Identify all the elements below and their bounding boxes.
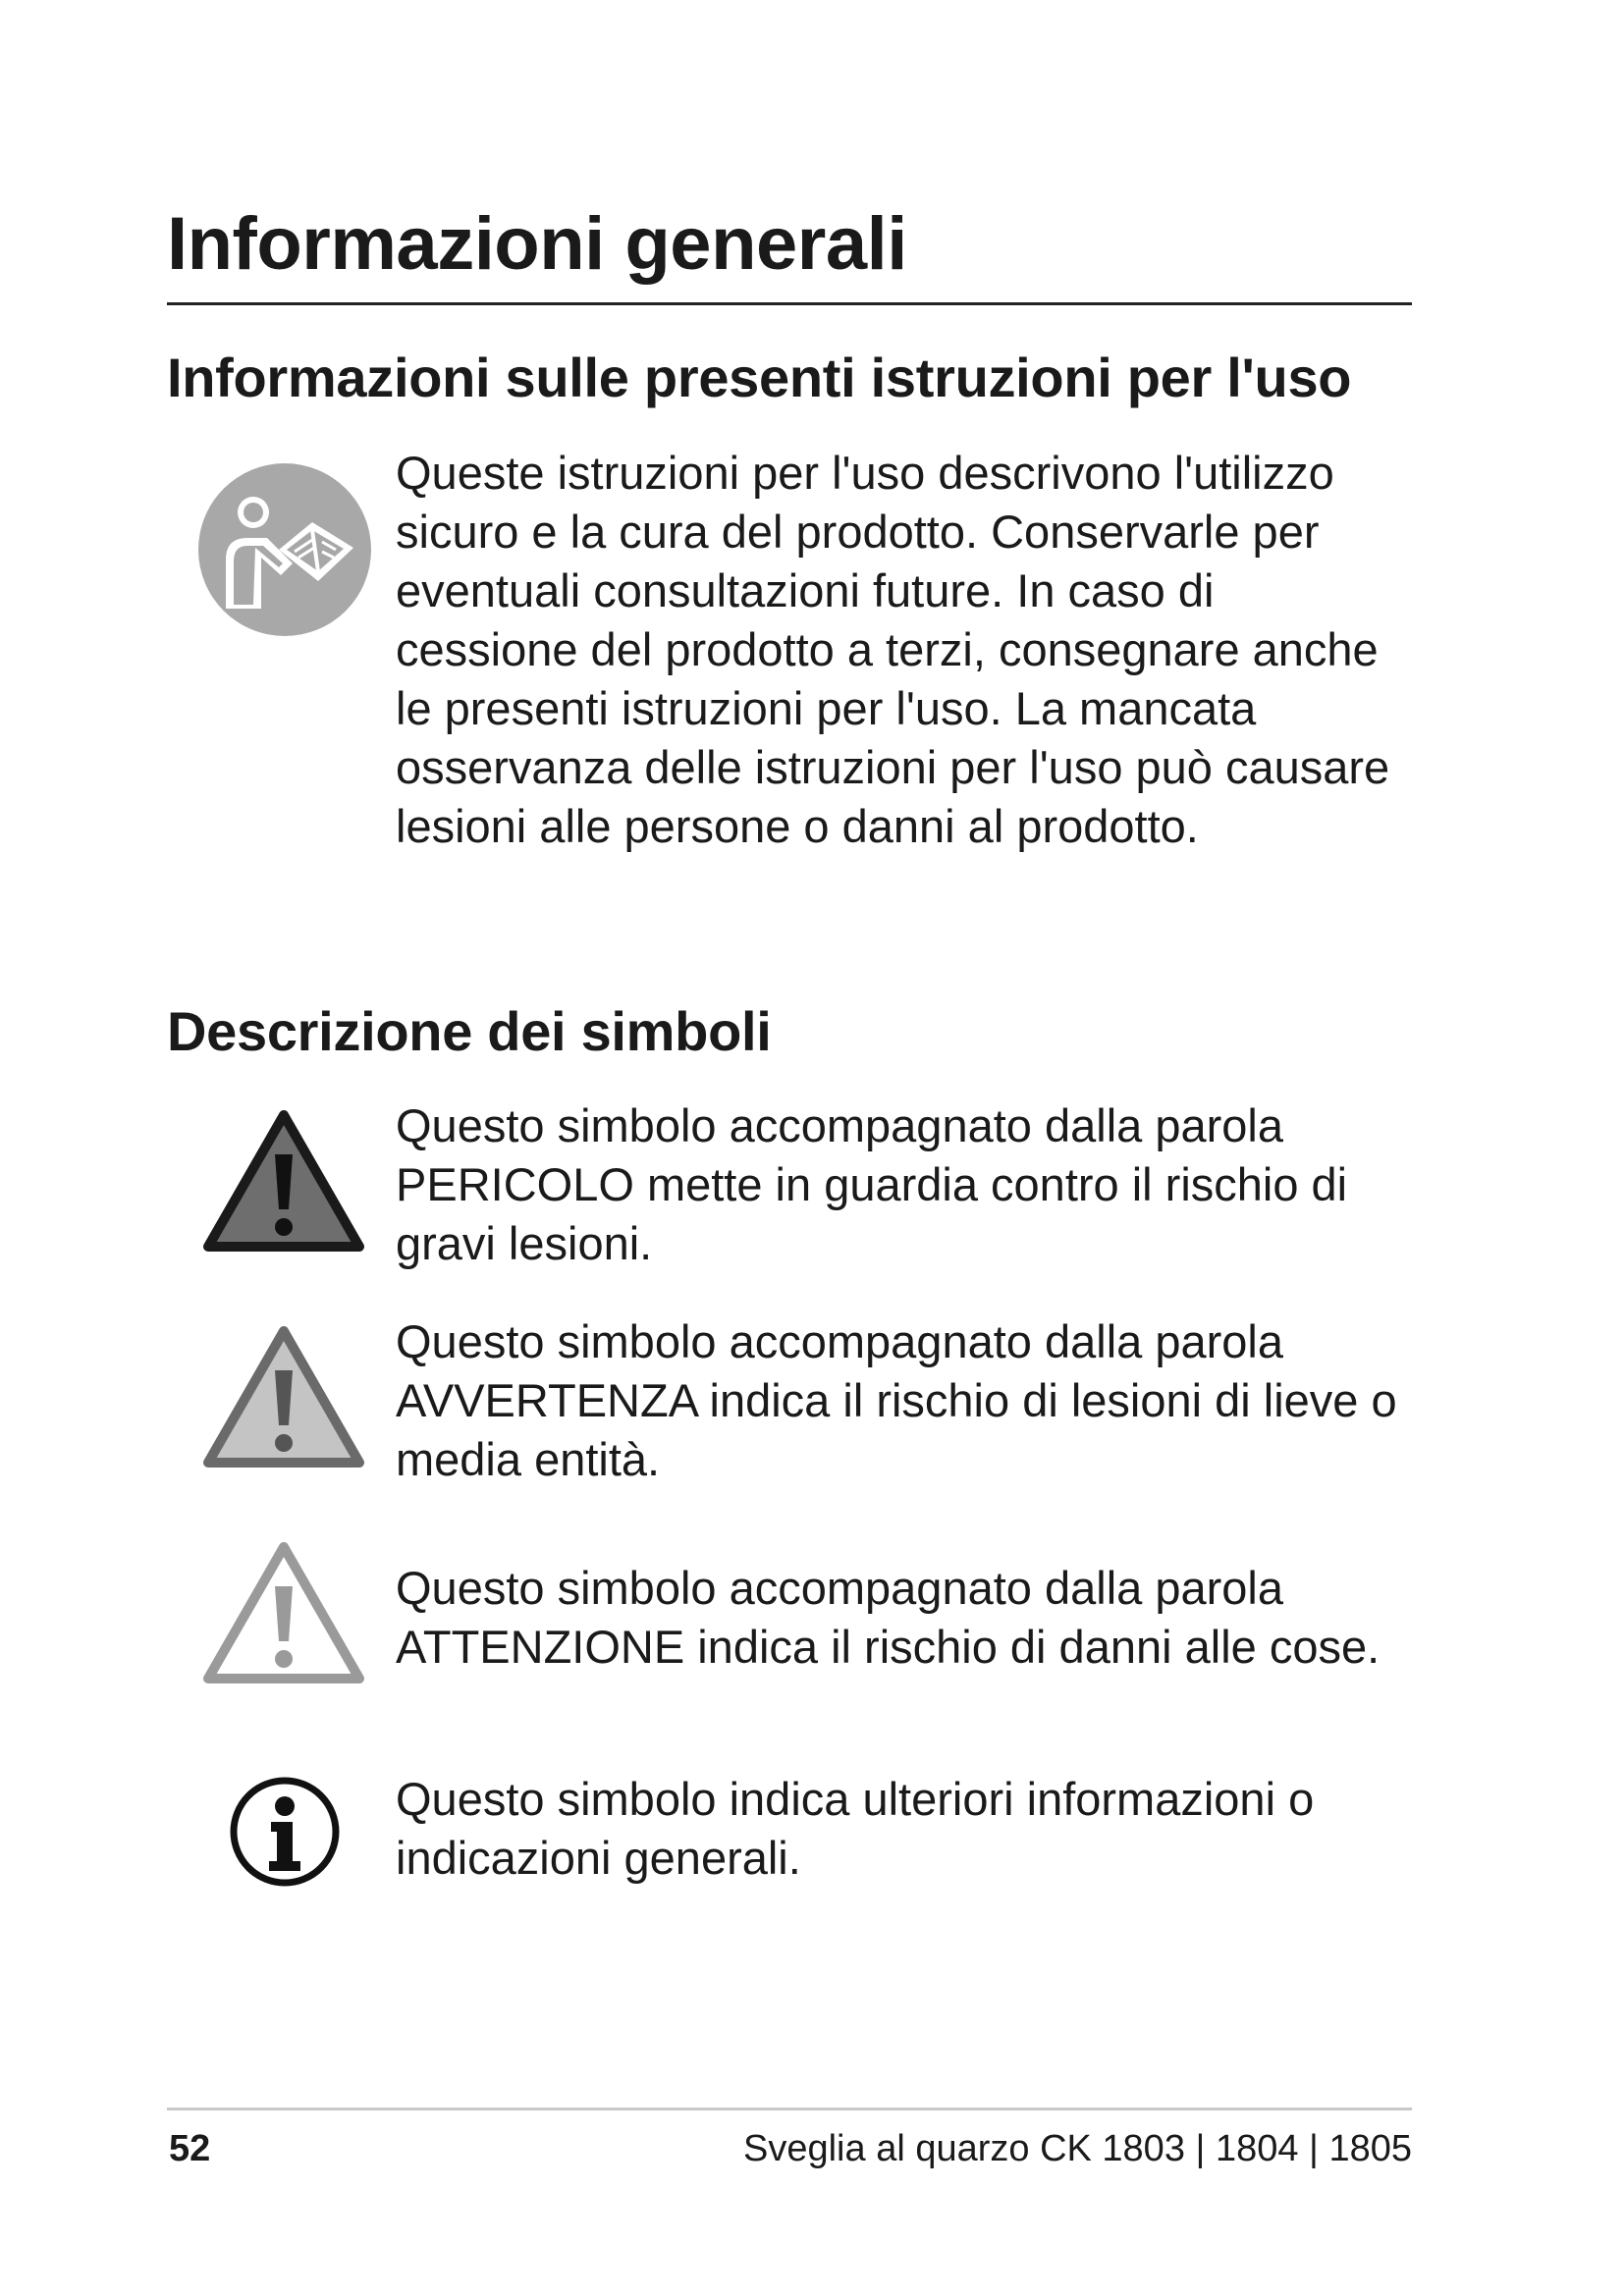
- instructions-paragraph: Queste istruzioni per l'uso descrivono l'utilizzo sicuro e la cura del prodotto. Conservarle per eventuali consultazioni future. In caso di cessione del prodotto a terzi, consegnare anche le presenti istruzioni per l'uso. La mancata osservanza delle istruzioni per l'uso può causare lesioni alle persone o danni al prodotto.: [396, 447, 1390, 852]
- symbol-danger-text: Questo simbolo accompagnato dalla parola PERICOLO mette in guardia contro il rischio di gravi lesioni.: [396, 1099, 1348, 1269]
- read-manual-icon: [196, 461, 373, 638]
- warning-danger-icon: [202, 1107, 365, 1255]
- section-heading-symbols: Descrizione dei simboli: [167, 1000, 772, 1062]
- symbol-info-text: Questo simbolo indica ulteriori informazioni o indicazioni generali.: [396, 1773, 1315, 1884]
- section-heading-instructions: Informazioni sulle presenti istruzioni per l'uso: [167, 347, 1352, 408]
- warning-attention-icon: [202, 1539, 365, 1686]
- footer-product-name: Sveglia al quarzo CK 1803 | 1804 | 1805: [743, 2128, 1412, 2169]
- info-icon: [228, 1775, 342, 1889]
- footer-divider: [167, 2108, 1412, 2110]
- page-title: Informazioni generali: [167, 202, 907, 286]
- symbol-caution-text: Questo simbolo accompagnato dalla parola AVVERTENZA indica il rischio di lesioni di lieve o media entità.: [396, 1315, 1397, 1485]
- title-divider: [167, 302, 1412, 305]
- page-number: 52: [169, 2128, 211, 2169]
- warning-caution-icon: [202, 1323, 365, 1470]
- symbol-attention-text: Questo simbolo accompagnato dalla parola ATTENZIONE indica il rischio di danni alle cose.: [396, 1562, 1380, 1673]
